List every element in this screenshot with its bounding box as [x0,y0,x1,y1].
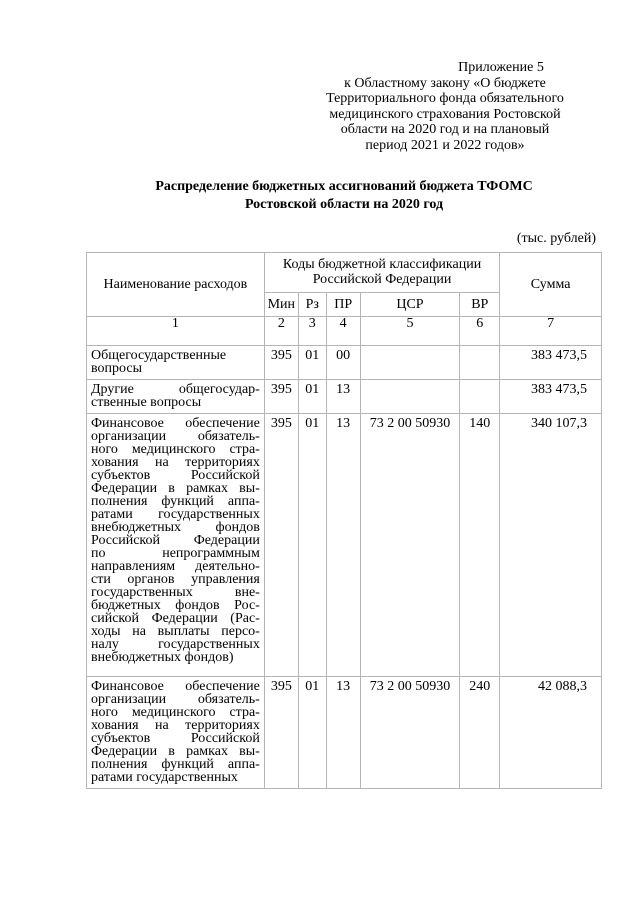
name-line: организации обязатель- [91,429,260,444]
row-name [87,380,265,414]
cell-csr: 73 2 00 50930 [360,414,460,677]
name-line: хования на территориях [91,455,260,470]
cell-sum: 340 107,3 [500,414,602,677]
name-line: Финансовое обеспечение [91,679,260,694]
header-name: Наименование расходов [87,253,265,317]
cell-pr: 13 [326,677,360,789]
header-pr: ПР [326,292,360,316]
column-number: 3 [298,317,326,346]
name-line: ного медицинского стра- [91,705,260,720]
column-number: 7 [500,317,602,346]
header-codes: Коды бюджетной классификации Российской Федерации [264,253,499,293]
cell-rz: 01 [298,414,326,677]
table-row [87,380,602,414]
name-line: ного медицинского стра- [91,442,260,457]
name-line: ходы на выплаты персо- [91,624,260,639]
cell-min: 395 [264,380,298,414]
cell-sum: 383 473,5 [500,346,602,380]
name-line: субъектов Российской [91,731,260,746]
header-vr: ВР [460,292,500,316]
cell-rz: 01 [298,380,326,414]
column-number: 5 [360,317,460,346]
cell-pr: 13 [326,414,360,677]
row-name [87,414,265,677]
appendix-line: Приложение 5 [458,60,544,75]
cell-min: 395 [264,346,298,380]
title-line: Ростовской области на 2020 год [244,197,444,212]
name-line: Другие общегосудар- [91,382,260,397]
cell-rz: 01 [298,677,326,789]
name-line: сти органов управления [91,572,260,587]
column-number: 4 [326,317,360,346]
name-line: хования на территориях [91,718,260,733]
name-line: налу государственных [91,637,260,652]
header-rz: Рз [298,292,326,316]
cell-sum: 383 473,5 [500,380,602,414]
column-number: 6 [460,317,500,346]
name-line: внебюджетных фондов [91,520,260,535]
name-line: ратами государственных [91,770,238,785]
budget-table [86,252,602,789]
title-line: Распределение бюджетных ассигнований бюджета ТФОМС [155,179,533,194]
name-line: полнения функций аппа- [91,757,260,772]
name-line: ратами государственных [91,507,260,522]
appendix-header [300,60,590,154]
appendix-line: медицинского страхования Ростовской [329,106,561,122]
cell-pr: 00 [326,346,360,380]
appendix-line: Территориального фонда обязательного [326,91,564,107]
table-row [87,677,602,789]
name-line: по непрограммным [91,546,260,561]
name-line: направлениям деятельно- [91,559,260,574]
cell-csr [360,380,460,414]
row-name [87,677,265,789]
document-title [100,178,588,214]
appendix-line: области на 2020 год и на плановый [340,122,550,138]
column-number: 2 [264,317,298,346]
table-row [87,346,602,380]
appendix-line: к Областному закону «О бюджете [344,75,546,91]
column-numbers-row [87,317,602,346]
name-line: субъектов Российской [91,468,260,483]
name-line: Федерации в рамках вы- [91,744,260,759]
header-csr: ЦСР [360,292,460,316]
cell-min: 395 [264,414,298,677]
name-line: государственных вне- [91,585,260,600]
header-min: Мин [264,292,298,316]
name-line: Российской Федерации [91,533,260,548]
cell-vr [460,346,500,380]
name-line: вопросы [91,361,142,376]
cell-sum: 42 088,3 [500,677,602,789]
header-sum: Сумма [500,253,602,317]
name-line: Финансовое обеспечение [91,416,260,431]
name-line: бюджетных фондов Рос- [91,598,260,613]
cell-min: 395 [264,677,298,789]
name-line: ственные вопросы [91,395,202,410]
row-name [87,346,265,380]
cell-pr: 13 [326,380,360,414]
cell-csr: 73 2 00 50930 [360,677,460,789]
name-line: сийской Федерации (Рас- [91,611,260,626]
cell-vr [460,380,500,414]
cell-rz: 01 [298,346,326,380]
name-line: Федерации в рамках вы- [91,481,260,496]
name-line: Общегосударственные [91,348,227,363]
appendix-line: период 2021 и 2022 годов» [365,137,525,153]
table-row [87,414,602,677]
cell-vr: 140 [460,414,500,677]
cell-csr [360,346,460,380]
column-number: 1 [87,317,265,346]
cell-vr: 240 [460,677,500,789]
units-label: (тыс. рублей) [516,231,596,246]
name-line: внебюджетных фондов) [91,650,234,665]
name-line: организации обязатель- [91,692,260,707]
name-line: полнения функций аппа- [91,494,260,509]
